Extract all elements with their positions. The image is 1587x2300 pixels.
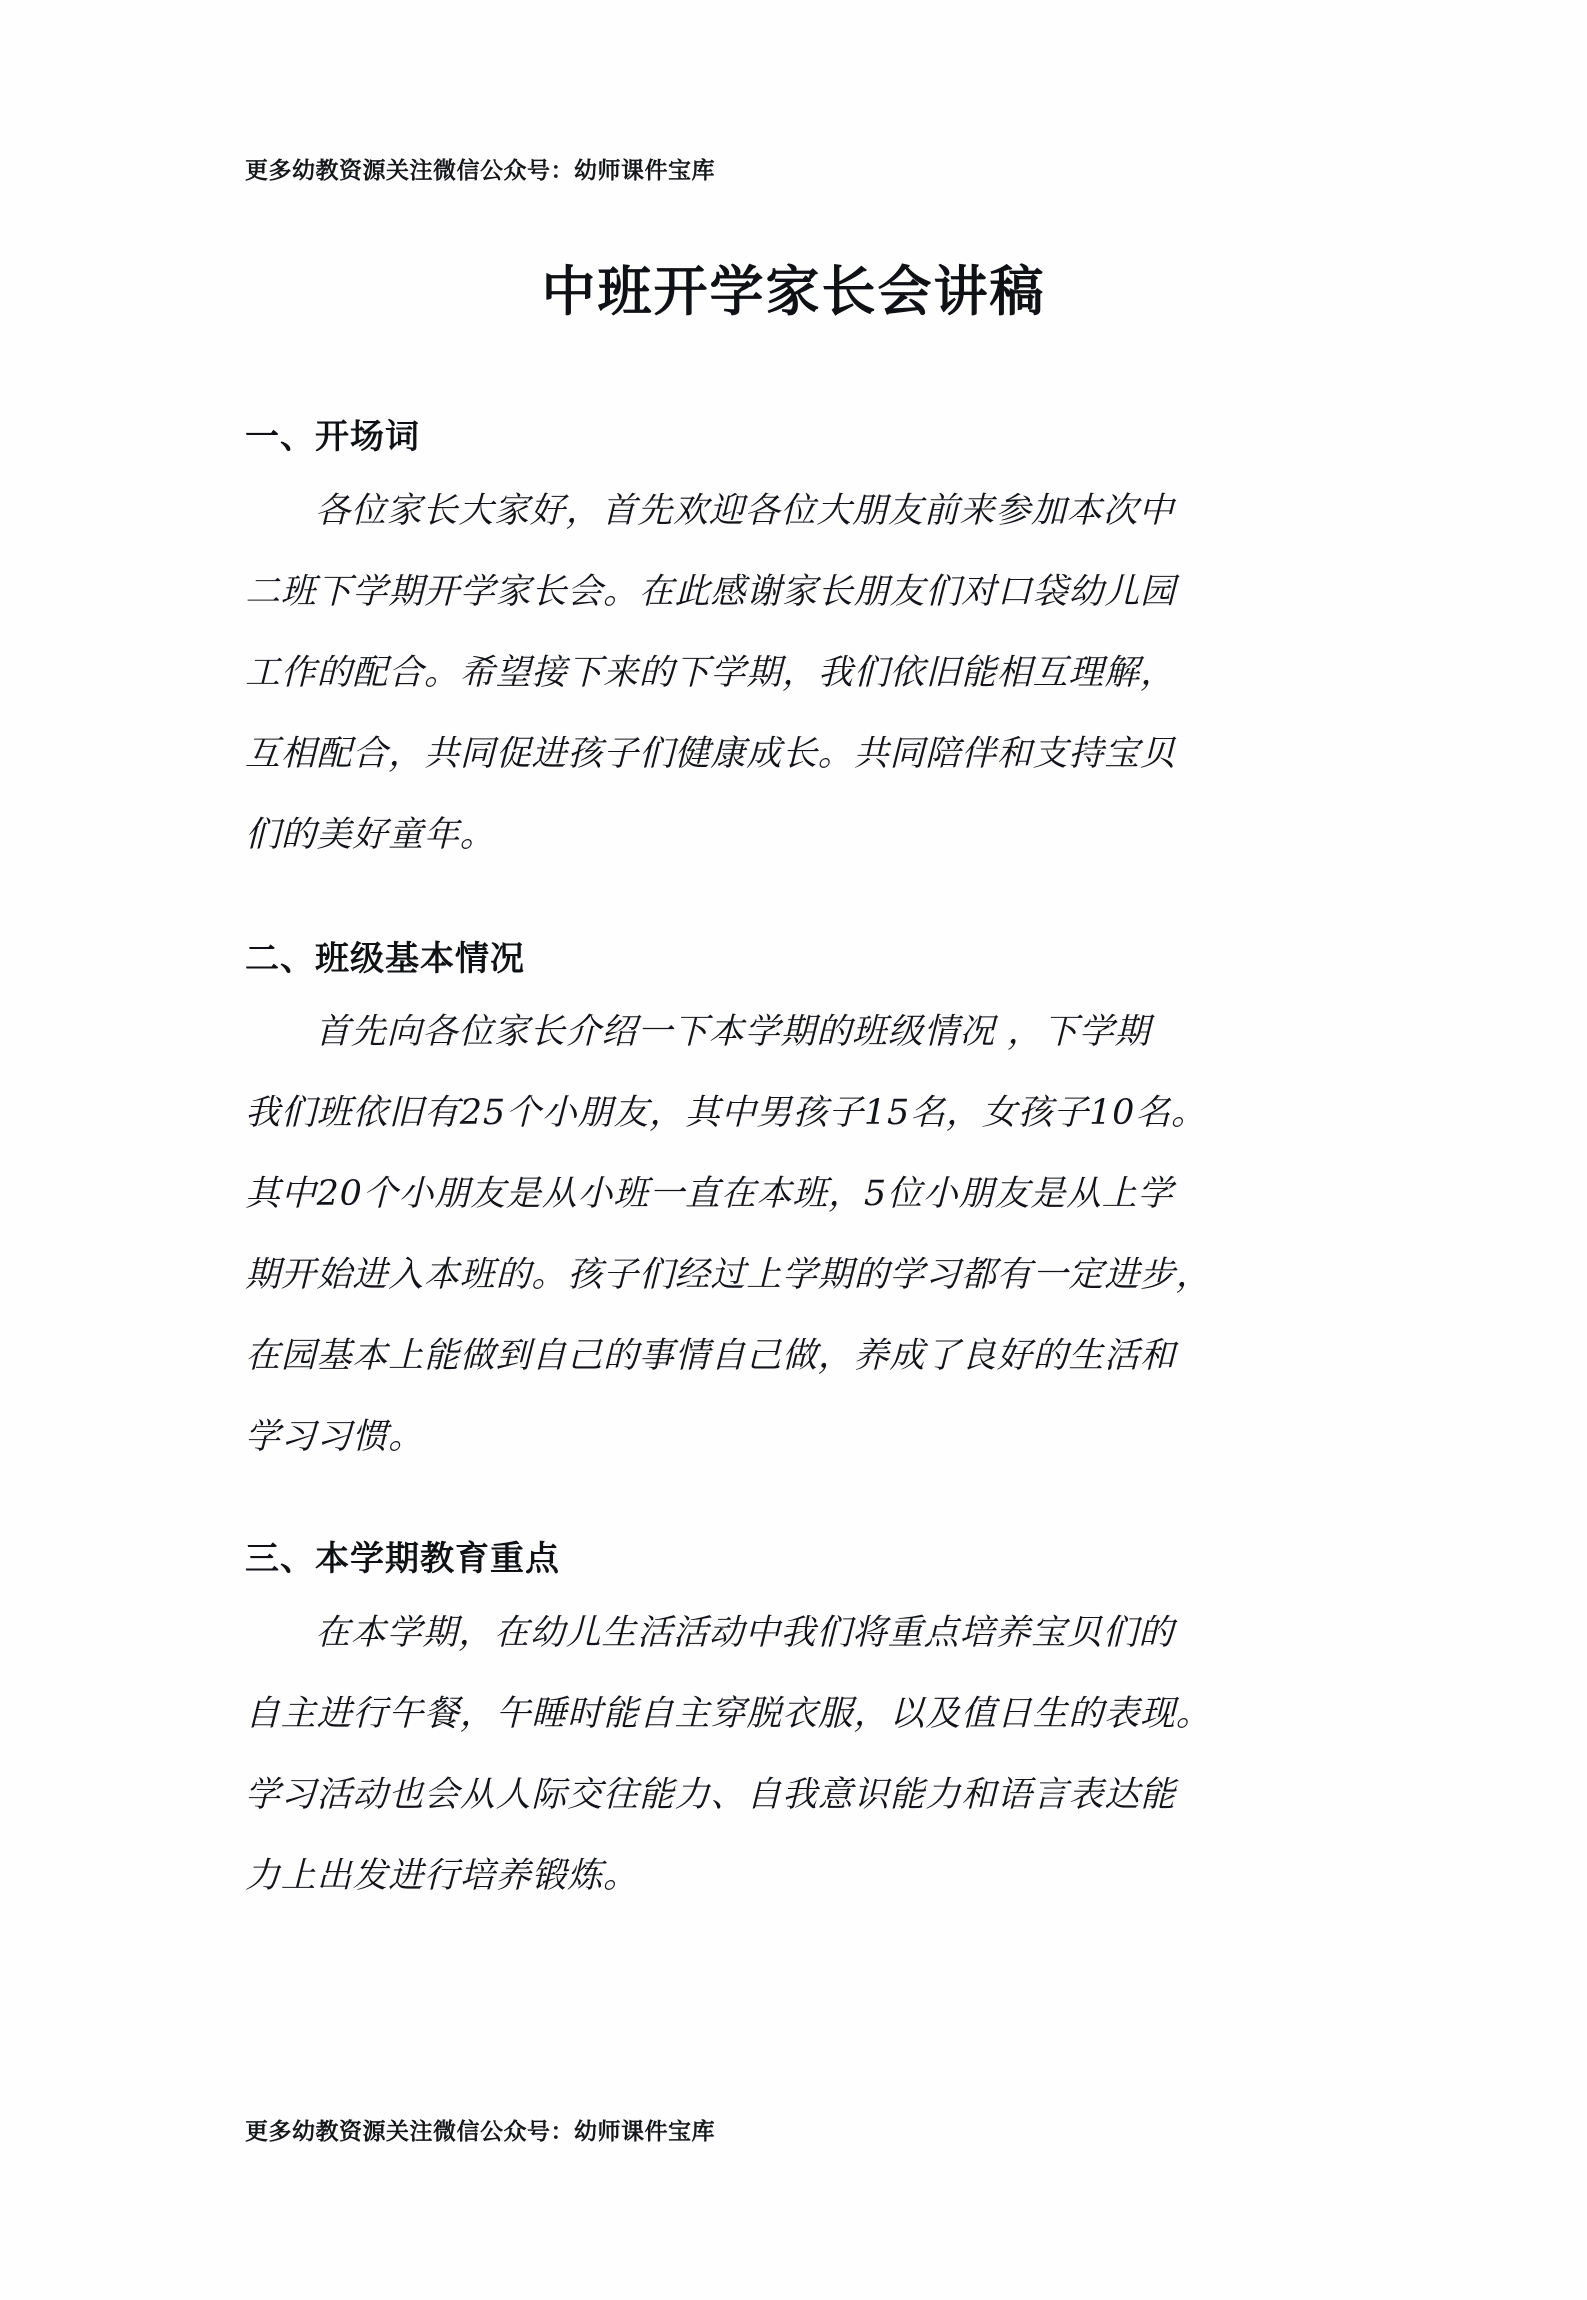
text-line: 在本学期，在幼儿生活活动中我们将重点培养宝贝们的 [315, 1612, 1175, 1653]
text-line: 各位家长大家好，首先欢迎各位大朋友前来参加本次中 [315, 490, 1175, 531]
section-education-focus [245, 1538, 1357, 1917]
text-line: 自主进行午餐，午睡时能自主穿脱衣服，以及值日生的表现。 [245, 1693, 1212, 1734]
section-heading-3: 三、本学期教育重点 [245, 1539, 560, 1579]
section-class-overview [245, 938, 1357, 1479]
section-heading-1: 一、开场词 [245, 417, 420, 457]
text-line: 学习活动也会从人际交往能力、自我意识能力和语言表达能 [245, 1774, 1176, 1815]
section-heading-2: 二、班级基本情况 [245, 938, 525, 979]
section-spacer [245, 1478, 1357, 1538]
text-line: 其中20个小朋友是从小班一直在本班，5位小朋友是从上学 [245, 1174, 1174, 1214]
text-line: 期开始进入本班的。孩子们经过上学期的学习都有一定进步， [245, 1255, 1212, 1295]
text-line: 互相配合，共同促进孩子们健康成长。共同陪伴和支持宝贝 [245, 733, 1176, 774]
text-line: 二班下学期开学家长会。在此感谢家长朋友们对口袋幼儿园 [245, 571, 1176, 612]
page-title: 中班开学家长会讲稿 [541, 259, 1046, 324]
section-spacer [245, 876, 1357, 938]
text-line: 力上出发进行培养锻炼。 [245, 1855, 639, 1896]
running-header: 更多幼教资源关注微信公众号：幼师课件宝库 [245, 158, 715, 184]
text-line: 工作的配合。希望接下来的下学期，我们依旧能相互理解， [245, 652, 1176, 693]
section-body-2 [245, 992, 1357, 1478]
text-line: 首先向各位家长介绍一下本学期的班级情况 ，下学期 [315, 1012, 1151, 1052]
section-body-3 [245, 1593, 1357, 1917]
running-footer: 更多幼教资源关注微信公众号：幼师课件宝库 [245, 2119, 715, 2145]
text-line: 我们班依旧有25个小朋友，其中男孩子15名，女孩子10名。 [245, 1093, 1207, 1133]
text-line: 们的美好童年。 [245, 814, 496, 855]
document-body [245, 416, 1357, 1917]
section-opening-remarks [245, 416, 1357, 876]
text-line: 学习习惯。 [245, 1417, 425, 1457]
text-line: 在园基本上能做到自己的事情自己做，养成了良好的生活和 [245, 1336, 1176, 1376]
section-body-1 [245, 471, 1357, 876]
